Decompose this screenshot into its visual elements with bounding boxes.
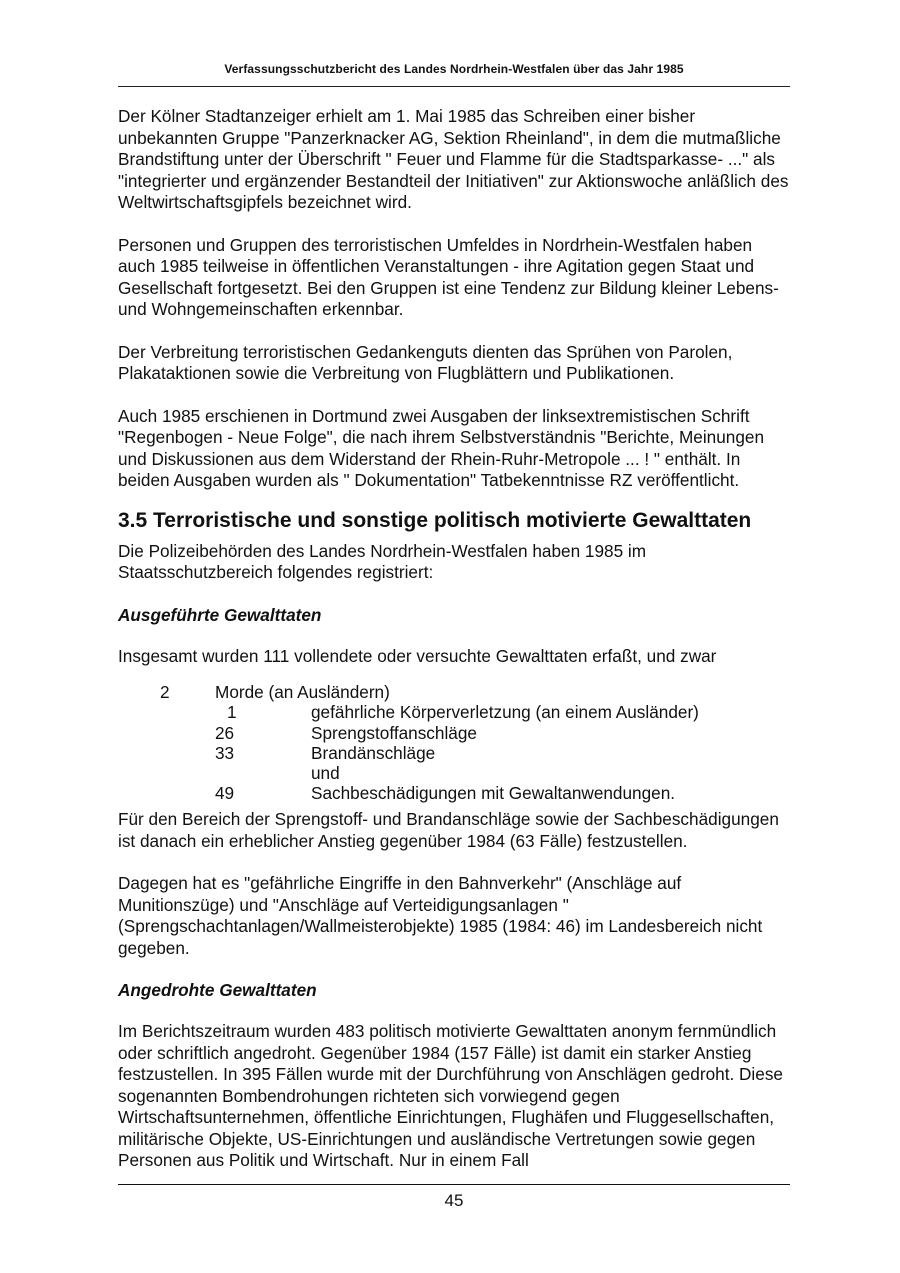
item-text: Morde (an Ausländern) <box>215 682 390 702</box>
item-text: gefährliche Körperverletzung (an einem Ausländer) <box>311 702 699 722</box>
item-text: Sprengstoffanschläge <box>311 723 477 743</box>
section-heading: 3.5 Terroristische und sonstige politisch motivierte Gewalttaten <box>118 508 752 532</box>
page-content <box>118 106 790 1193</box>
item-count: 1 <box>227 702 237 722</box>
subheading-threatened: Angedrohte Gewalttaten <box>118 980 317 1000</box>
section-intro: Die Polizeibehörden des Landes Nordrhein-Westfalen haben 1985 im Staatsschutzbereich folgendes registriert: <box>118 540 647 582</box>
paragraph-terroristisches-umfeld: Personen und Gruppen des terroristischen Umfeldes in Nordrhein-Westfalen haben auch 1985 teilweise in öffentlichen Veranstaltungen - ihre Agitation gegen Staat und Gesellschaft fortgesetzt. Bei den Gruppen ist eine Tendenz zur Bildung kleiner Lebens- und Wohngemeinschaften erkennbar. <box>118 234 779 319</box>
item-count: 33 <box>215 743 235 763</box>
paragraph-regenbogen: Auch 1985 erschienen in Dortmund zwei Ausgaben der linksextremistischen Schrift "Regenbogen - Neue Folge", die nach ihrem Selbstverständnis "Berichte, Meinungen und Diskussionen aus dem Widerstand der Rhein-Ruhr-Metropole ... ! " enthält. In beiden Ausgaben wurden als " Dokumentation" Tatbekenntnisse RZ veröffentlicht. <box>118 405 765 490</box>
statistics-list <box>118 682 790 803</box>
executed-lead: Insgesamt wurden 111 vollendete oder versuchte Gewalttaten erfaßt, und zwar <box>118 645 717 666</box>
page-number: 45 <box>444 1191 464 1210</box>
list-item <box>118 723 790 744</box>
list-item <box>118 743 790 764</box>
item-text: Brandänschläge <box>311 743 436 763</box>
item-text: und <box>311 763 340 783</box>
paragraph-anstieg: Für den Bereich der Sprengstoff- und Brandanschläge sowie der Sachbeschädigungen ist danach ein erheblicher Anstieg gegenüber 1984 (63 Fälle) festzustellen. <box>118 809 779 851</box>
list-item <box>118 702 790 723</box>
paragraph-angedrohte: Im Berichtszeitraum wurden 483 politisch motivierte Gewalttaten anonym fernmündlich oder schriftlich angedroht. Gegenüber 1984 (157 Fälle) ist damit ein starker Anstieg festzustellen. In 395 Fällen wurde mit der Durchführung von Anschlägen gedroht. Diese sogenannten Bombendrohungen richteten sich vorwiegend gegen Wirtschaftsunternehmen, öffentliche Einrichtungen, Flughäfen und Fluggesellschaften, militärische Objekte, US-Einrichtungen und ausländische Vertretungen sowie gegen Personen aus Politik und Wirtschaft. Nur in einem Fall <box>118 1021 783 1170</box>
paragraph-verbreitung-gedankengut: Der Verbreitung terroristischen Gedankenguts dienten das Sprühen von Parolen, Plakataktionen sowie die Verbreitung von Flugblättern und Publikationen. <box>118 341 733 383</box>
running-header: Verfassungsschutzbericht des Landes Nordrhein-Westfalen über das Jahr 1985 <box>224 62 684 76</box>
list-item <box>118 682 790 703</box>
item-count: 49 <box>215 783 235 803</box>
paragraph-bahnverkehr: Dagegen hat es "gefährliche Eingriffe in den Bahnverkehr" (Anschläge auf Munitionszüge) und "Anschläge auf Verteidigungsanlagen " (Sprengschachtanlagen/Wallmeisterobjekte) 1985 (1984: 46) im Landesbereich nicht gegeben. <box>118 873 763 958</box>
subheading-executed: Ausgeführte Gewalttaten <box>118 604 322 625</box>
item-count: 2 <box>160 682 170 702</box>
header-rule <box>118 86 790 87</box>
item-text: Sachbeschädigungen mit Gewaltanwendungen. <box>311 783 676 803</box>
footer-rule <box>118 1184 790 1185</box>
paragraph-koelner-stadtanzeiger: Der Kölner Stadtanzeiger erhielt am 1. Mai 1985 das Schreiben einer bisher unbekannten Gruppe "Panzerknacker AG, Sektion Rheinland", in dem die mutmaßliche Brandstiftung unter der Überschrift " Feuer und Flamme für die Stadtsparkasse- ..." als "integrierter und ergänzender Bestandteil der Initiativen" zur Aktionswoche anläßlich des Weltwirtschaftsgipfels bezeichnet wird. <box>118 106 789 212</box>
list-item <box>118 783 790 804</box>
item-count: 26 <box>215 723 235 743</box>
list-item <box>118 763 790 784</box>
